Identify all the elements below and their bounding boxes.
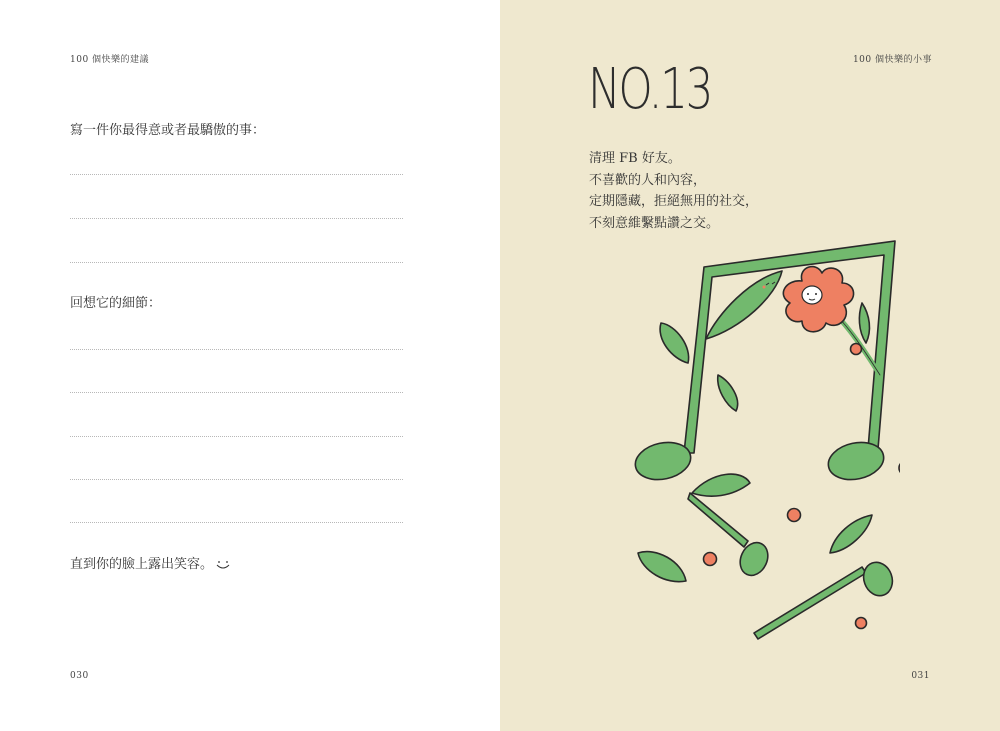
closing-text: 直到你的臉上露出笑容。 xyxy=(70,557,214,572)
closing-line xyxy=(70,553,231,572)
dot xyxy=(788,509,801,522)
entry-number-title: NO.13 xyxy=(588,57,712,122)
leaf xyxy=(692,474,750,496)
leaf xyxy=(638,552,686,582)
writing-line[interactable] xyxy=(70,436,403,437)
running-header: 100 個快樂的建議 xyxy=(70,55,150,65)
body-line: 清理 FB 好友。 xyxy=(589,151,681,166)
prompt-proud-thing: 寫一件你最得意或者最驕傲的事： xyxy=(70,123,266,138)
dot xyxy=(851,344,862,355)
page-number: 031 xyxy=(911,671,930,681)
dot xyxy=(899,461,900,475)
eighth-note-stem xyxy=(688,493,748,547)
page-number: 030 xyxy=(70,671,89,681)
flower-face xyxy=(802,286,822,304)
writing-line[interactable] xyxy=(70,479,403,480)
writing-line[interactable] xyxy=(70,392,403,393)
writing-line[interactable] xyxy=(70,522,403,523)
writing-line[interactable] xyxy=(70,174,403,175)
leaf xyxy=(660,323,689,363)
leaf xyxy=(859,303,869,343)
writing-line[interactable] xyxy=(70,218,403,219)
leaf xyxy=(718,375,738,411)
body-line: 不喜歡的人和內容， xyxy=(589,172,707,188)
note-head xyxy=(859,558,897,600)
writing-line[interactable] xyxy=(70,262,403,263)
leaf xyxy=(830,515,872,553)
eighth-note-stem xyxy=(754,567,866,639)
writing-line[interactable] xyxy=(70,349,403,350)
music-note-flower-icon xyxy=(630,235,900,645)
smile-icon xyxy=(215,559,231,571)
prompt-details: 回想它的細節： xyxy=(70,296,162,311)
leaf xyxy=(706,271,782,339)
running-header: 100 個快樂的小事 xyxy=(852,55,932,65)
right-page xyxy=(500,0,1000,731)
dot xyxy=(856,618,867,629)
body-line: 定期隱藏，拒絕無用的社交， xyxy=(589,194,759,209)
dot xyxy=(704,553,717,566)
body-line: 不刻意維繫點讚之交。 xyxy=(589,215,720,231)
entry-body xyxy=(589,148,758,234)
